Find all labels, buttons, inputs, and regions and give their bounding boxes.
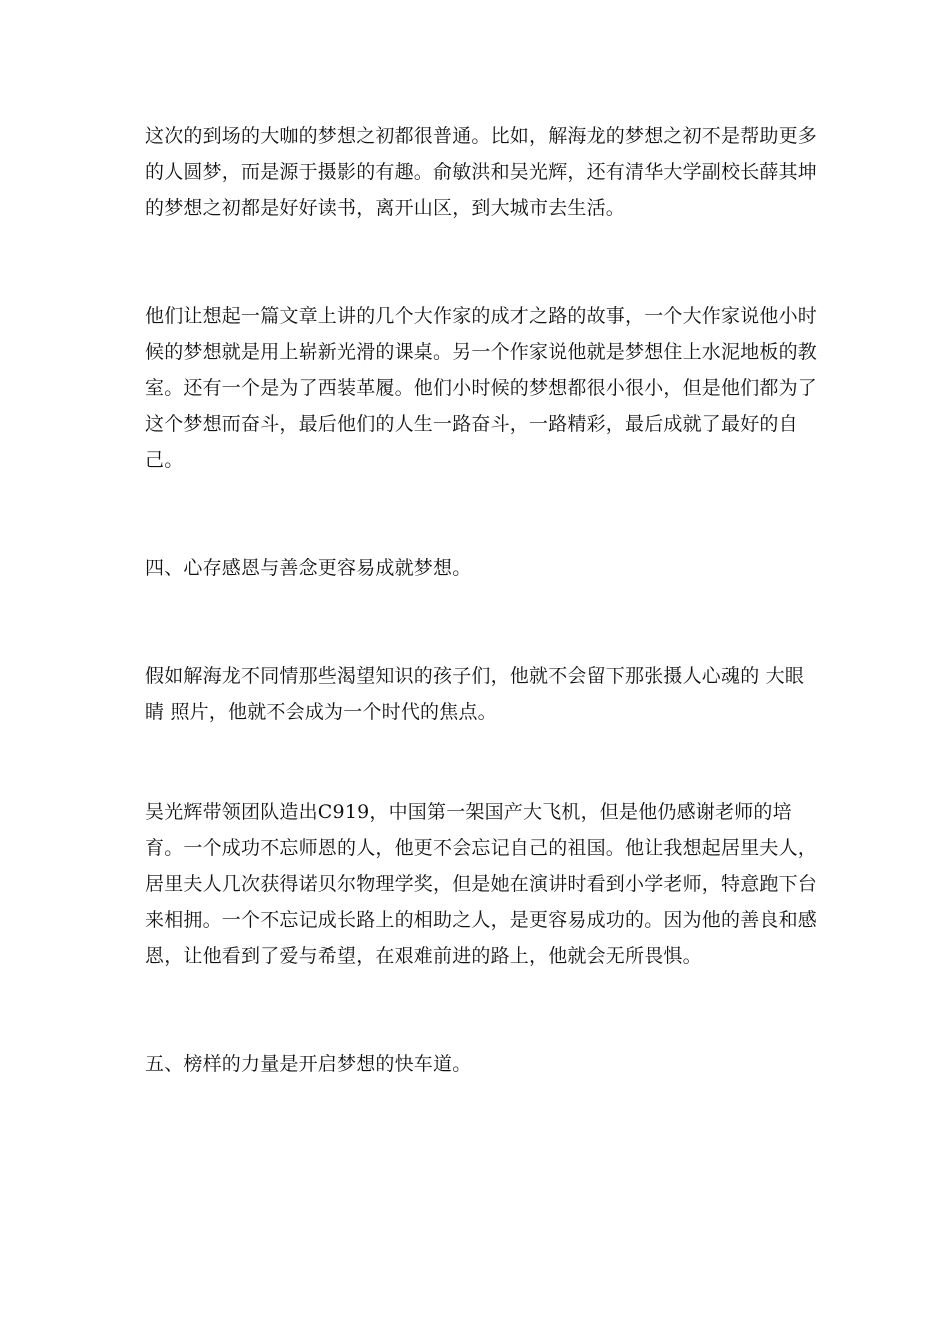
paragraph-xie-hailong: 假如解海龙不同情那些渴望知识的孩子们，他就不会留下那张摄人心魂的 大眼睛 照片，他就不会成为一个时代的焦点。 (145, 665, 805, 723)
paragraph-dream-beginnings: 这次的到场的大咖的梦想之初都很普通。比如，解海龙的梦想之初不是帮助更多的人圆梦，而是源于摄影的有趣。俞敏洪和吴光辉，还有清华大学副校长薛其坤的梦想之初都是好好读书，离开山区，到大城市去生活。 (145, 125, 818, 219)
paragraph-writers-story: 他们让想起一篇文章上讲的几个大作家的成才之路的故事，一个大作家说他小时候的梦想就是用上崭新光滑的课桌。另一个作家说他就是梦想住上水泥地板的教室。还有一个是为了西装革履。他们小时候的梦想都很小很小，但是他们都为了这个梦想而奋斗，最后他们的人生一路奋斗，一路精彩，最后成就了最好的自己。 (145, 305, 818, 471)
section-heading-five: 五、榜样的力量是开启梦想的快车道。 (145, 1053, 472, 1075)
paragraph-wu-guanghui: 吴光辉带领团队造出C919，中国第一架国产大飞机，但是他仍感谢老师的培育。一个成功不忘师恩的人，他更不会忘记自己的祖国。他让我想起居里夫人，居里夫人几次获得诺贝尔物理学奖，但是她在演讲时看到小学老师，特意跑下台来相拥。一个不忘记成长路上的相助之人，是更容易成功的。因为他的善良和感恩，让他看到了爱与希望，在艰难前进的路上，他就会无所畏惧。 (145, 801, 818, 967)
section-heading-four: 四、心存感恩与善念更容易成就梦想。 (145, 557, 472, 579)
